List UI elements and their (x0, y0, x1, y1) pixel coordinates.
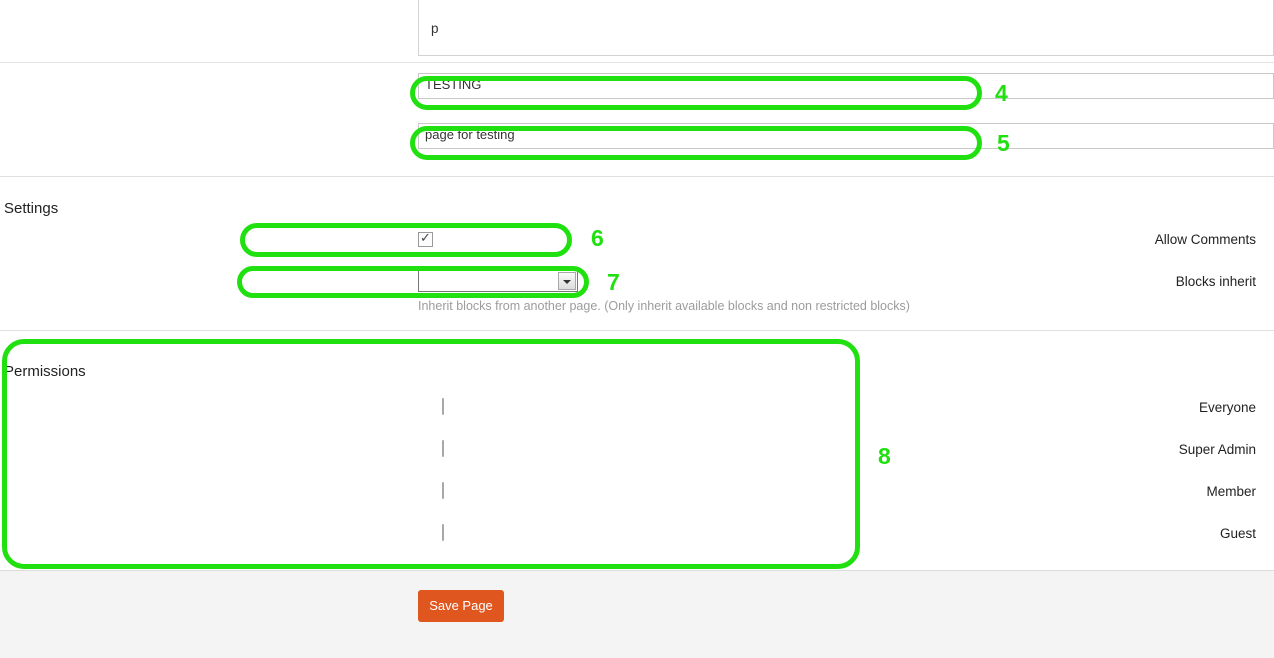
page-description-field-wrap (418, 73, 1274, 99)
divider (0, 62, 1274, 63)
blocks-inherit-select[interactable] (418, 270, 578, 292)
blocks-inherit-hint: Inherit blocks from another page. (Only inherit available blocks and non restricted blocks) (418, 299, 910, 313)
form-footer (0, 571, 1274, 658)
top-field-row (0, 0, 1274, 62)
permission-row-everyone[interactable] (0, 398, 1274, 422)
allow-comments-field-wrap (418, 232, 433, 250)
permission-label: Guest (1219, 526, 1256, 541)
permissions-section-title: Permissions (4, 363, 86, 380)
blocks-inherit-row[interactable] (0, 270, 1274, 298)
permission-row-guest[interactable] (0, 524, 1274, 548)
permission-checkbox-guest[interactable] (442, 524, 444, 541)
page-keywords-input[interactable]: page for testing (418, 123, 1274, 149)
permission-checkbox-super-admin[interactable] (442, 440, 444, 457)
blocks-inherit-label: Blocks inherit (1175, 274, 1256, 289)
permission-row-member[interactable] (0, 482, 1274, 506)
page-keywords-row (0, 123, 1274, 163)
permission-checkbox-wrap (442, 441, 444, 456)
annotation-number-7: 7 (607, 269, 620, 295)
allow-comments-row[interactable] (0, 228, 1274, 256)
chevron-down-icon[interactable] (558, 272, 576, 290)
permission-row-super-admin[interactable] (0, 440, 1274, 464)
permission-checkbox-wrap (442, 483, 444, 498)
permission-label: Everyone (1198, 400, 1256, 415)
save-page-button[interactable]: Save Page (418, 590, 504, 622)
divider (0, 330, 1274, 331)
allow-comments-label: Allow Comments (1154, 232, 1256, 247)
page-description-input[interactable]: TESTING (418, 73, 1274, 99)
permission-checkbox-member[interactable] (442, 482, 444, 499)
permission-label: Super Admin (1178, 442, 1256, 457)
annotation-number-5: 5 (997, 130, 1010, 156)
blocks-inherit-field-wrap (418, 270, 578, 292)
permission-checkbox-wrap (442, 399, 444, 414)
page-keywords-field-wrap (418, 123, 1274, 149)
permission-checkbox-wrap (442, 525, 444, 540)
permission-checkbox-everyone[interactable] (442, 398, 444, 415)
page-description-row (0, 73, 1274, 113)
page-title-input[interactable] (418, 0, 1274, 56)
divider (0, 176, 1274, 177)
annotation-number-4: 4 (995, 80, 1008, 106)
settings-section-title: Settings (4, 200, 59, 217)
permission-label: Member (1206, 484, 1256, 499)
annotation-number-6: 6 (591, 225, 604, 251)
allow-comments-checkbox[interactable] (418, 232, 433, 247)
page-title-input-value: p (431, 21, 439, 36)
annotation-number-8: 8 (878, 443, 891, 469)
